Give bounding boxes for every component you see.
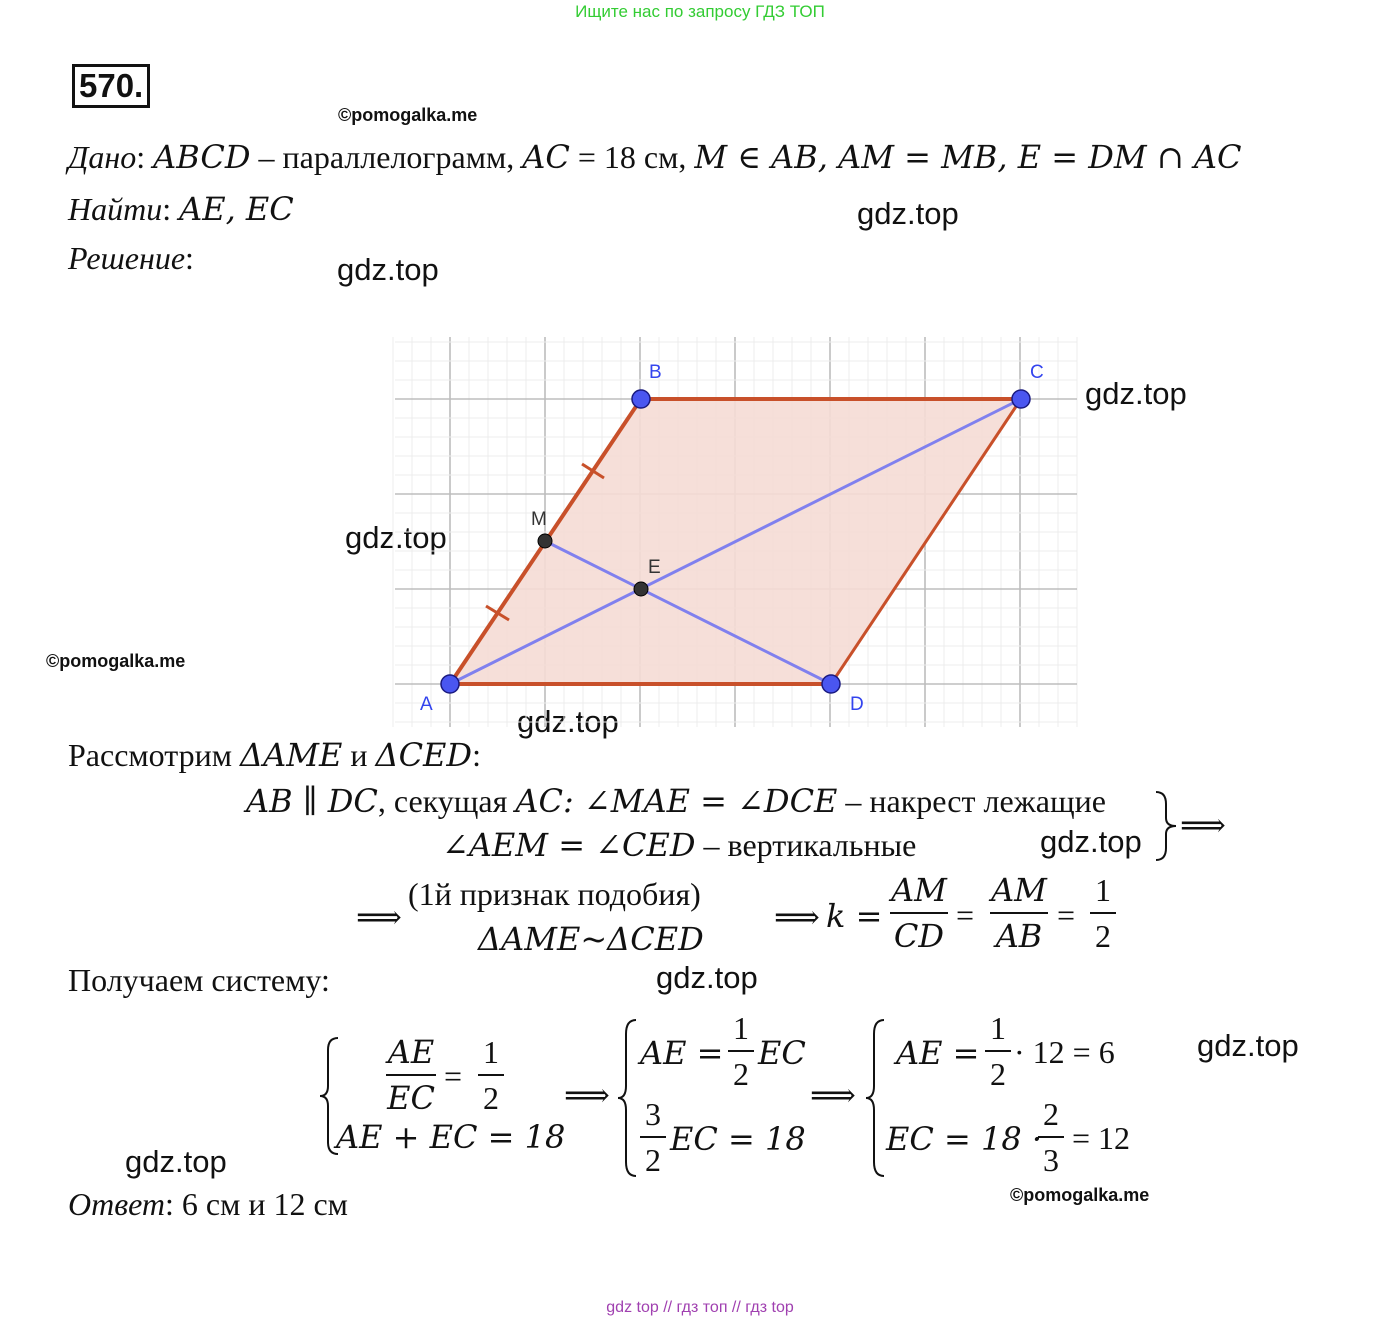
copyright-watermark: ©pomogalka.me	[1010, 1185, 1150, 1205]
find-label: Найти	[68, 191, 163, 227]
left-brace	[864, 1018, 888, 1178]
given-label: Дано	[68, 139, 137, 175]
label-b: B	[649, 362, 662, 383]
copyright-watermark: ©pomogalka.me	[46, 651, 186, 671]
footer-links[interactable]: gdz top // гдз топ // гдз top	[606, 1299, 794, 1316]
implies-arrow: ⟹	[810, 1077, 856, 1113]
site-watermark: gdz.top	[1197, 1028, 1299, 1063]
system-label: Получаем систему:	[68, 962, 330, 998]
left-brace	[616, 1018, 640, 1178]
problem-number: 570.	[72, 64, 150, 108]
site-watermark: gdz.top	[1085, 376, 1187, 411]
fraction-one-half	[1090, 870, 1116, 956]
point-m	[538, 534, 552, 548]
implies-arrow: ⟹	[774, 899, 820, 935]
reason-line-1	[246, 782, 1106, 820]
denominator: 2	[733, 1056, 749, 1092]
answer-label: Ответ	[68, 1186, 165, 1222]
label-c: C	[1030, 362, 1044, 383]
denominator: 2	[483, 1080, 499, 1116]
answer-line	[68, 1186, 348, 1223]
numerator: AE	[387, 1033, 435, 1071]
consider-text: Рассмотрим	[68, 737, 240, 773]
fraction-one-half	[478, 1032, 504, 1118]
find-expr: AE, EC	[179, 190, 294, 228]
colon: :	[472, 737, 481, 773]
fraction-two-thirds	[1038, 1094, 1064, 1180]
triangle-ame: ΔAME	[239, 736, 343, 774]
colon: :	[136, 139, 146, 175]
denominator: CD	[893, 917, 945, 955]
similarity-criterion: (1й признак подобия)	[408, 876, 701, 912]
point-e	[634, 582, 648, 596]
given-length: = 18 см,	[569, 139, 695, 175]
conjunction: и	[342, 737, 376, 773]
solution-label-text: Решение	[68, 240, 186, 276]
site-watermark: gdz.top	[1040, 824, 1142, 859]
fraction-ae-ec	[386, 1032, 436, 1118]
system3-lhs: AE =	[896, 1034, 980, 1072]
site-watermark: gdz.top	[857, 196, 959, 231]
vertical-angles-text: – вертикальные	[695, 827, 917, 863]
point-b	[632, 390, 650, 408]
numerator: 3	[645, 1096, 661, 1132]
fraction-one-half	[728, 1008, 754, 1094]
given-text: – параллелограмм,	[250, 139, 523, 175]
answer-text: 6 см и 12 см	[173, 1186, 348, 1222]
numerator: 2	[1043, 1096, 1059, 1132]
site-watermark: gdz.top	[337, 252, 439, 287]
fraction-am-cd	[890, 870, 948, 956]
numerator: AM	[891, 871, 947, 909]
system2-lhs: AE =	[640, 1034, 724, 1072]
denominator: 3	[1043, 1142, 1059, 1178]
fraction-am-ab	[990, 870, 1048, 956]
numerator: 1	[990, 1010, 1006, 1046]
given-figure: ABCD	[153, 138, 251, 176]
consider-line	[68, 736, 481, 774]
denominator: AB	[995, 917, 1043, 955]
denominator: EC	[387, 1079, 435, 1117]
label-a: A	[420, 694, 433, 715]
colon: :	[165, 1186, 174, 1222]
system1-equation-2: AE + EC = 18	[336, 1118, 566, 1156]
fraction-three-halves	[640, 1094, 666, 1180]
angle-equality: ∠AEM = ∠CED	[442, 826, 696, 864]
given-conditions: M ∈ AB, AM = MB, E = DM ∩ AC	[694, 138, 1242, 176]
similarity-coefficient: k =	[826, 897, 883, 935]
copyright-watermark: ©pomogalka.me	[338, 105, 478, 125]
denominator: 2	[990, 1056, 1006, 1092]
site-watermark: gdz.top	[125, 1144, 227, 1179]
alternate-angles-text: – накрест лежащие	[837, 783, 1106, 819]
given-segment: AC	[522, 138, 570, 176]
numerator: AM	[991, 871, 1047, 909]
colon: :	[162, 191, 172, 227]
reason-line-2	[442, 826, 916, 864]
top-banner: Ищите нас по запросу ГДЗ ТОП	[575, 2, 825, 21]
system3-ec-lhs: EC = 18 ·	[886, 1120, 1043, 1158]
implies-arrow: ⟹	[1180, 807, 1226, 843]
label-e: E	[648, 557, 661, 578]
label-m: M	[531, 509, 547, 530]
system2-equation-2: EC = 18	[670, 1120, 806, 1158]
right-brace	[1152, 790, 1180, 862]
point-c	[1012, 390, 1030, 408]
system2-ec: EC	[758, 1034, 806, 1072]
given-line	[68, 138, 1241, 176]
implies-arrow: ⟹	[356, 899, 402, 935]
fraction-one-half	[985, 1008, 1011, 1094]
system3-result-ec: = 12	[1072, 1120, 1131, 1156]
solution-label	[68, 240, 194, 277]
find-line	[68, 190, 294, 228]
parallelogram-figure	[380, 330, 1100, 730]
denominator: 2	[1095, 918, 1111, 954]
equals-sign: =	[444, 1058, 463, 1094]
angle-equality: : ∠MAE = ∠DCE	[562, 782, 838, 820]
colon: :	[185, 240, 194, 276]
system3-result-ae: · 12 = 6	[1014, 1034, 1115, 1070]
parallel-sides: AB ∥ DC	[246, 782, 378, 820]
implies-arrow: ⟹	[564, 1077, 610, 1113]
denominator: 2	[645, 1142, 661, 1178]
site-watermark: gdz.top	[656, 960, 758, 995]
numerator: 1	[483, 1034, 499, 1070]
site-watermark: gdz.top	[517, 704, 619, 739]
similarity-statement: ΔAME~ΔCED	[478, 920, 704, 958]
equals-sign: =	[1057, 897, 1076, 933]
secant-text: , секущая	[377, 783, 516, 819]
point-a	[441, 675, 459, 693]
numerator: 1	[1095, 872, 1111, 908]
label-d: D	[850, 694, 864, 715]
site-watermark: gdz.top	[345, 520, 447, 555]
equals-sign: =	[956, 897, 975, 933]
point-d	[822, 675, 840, 693]
triangle-ced: ΔCED	[375, 736, 473, 774]
secant: AC	[515, 782, 563, 820]
numerator: 1	[733, 1010, 749, 1046]
